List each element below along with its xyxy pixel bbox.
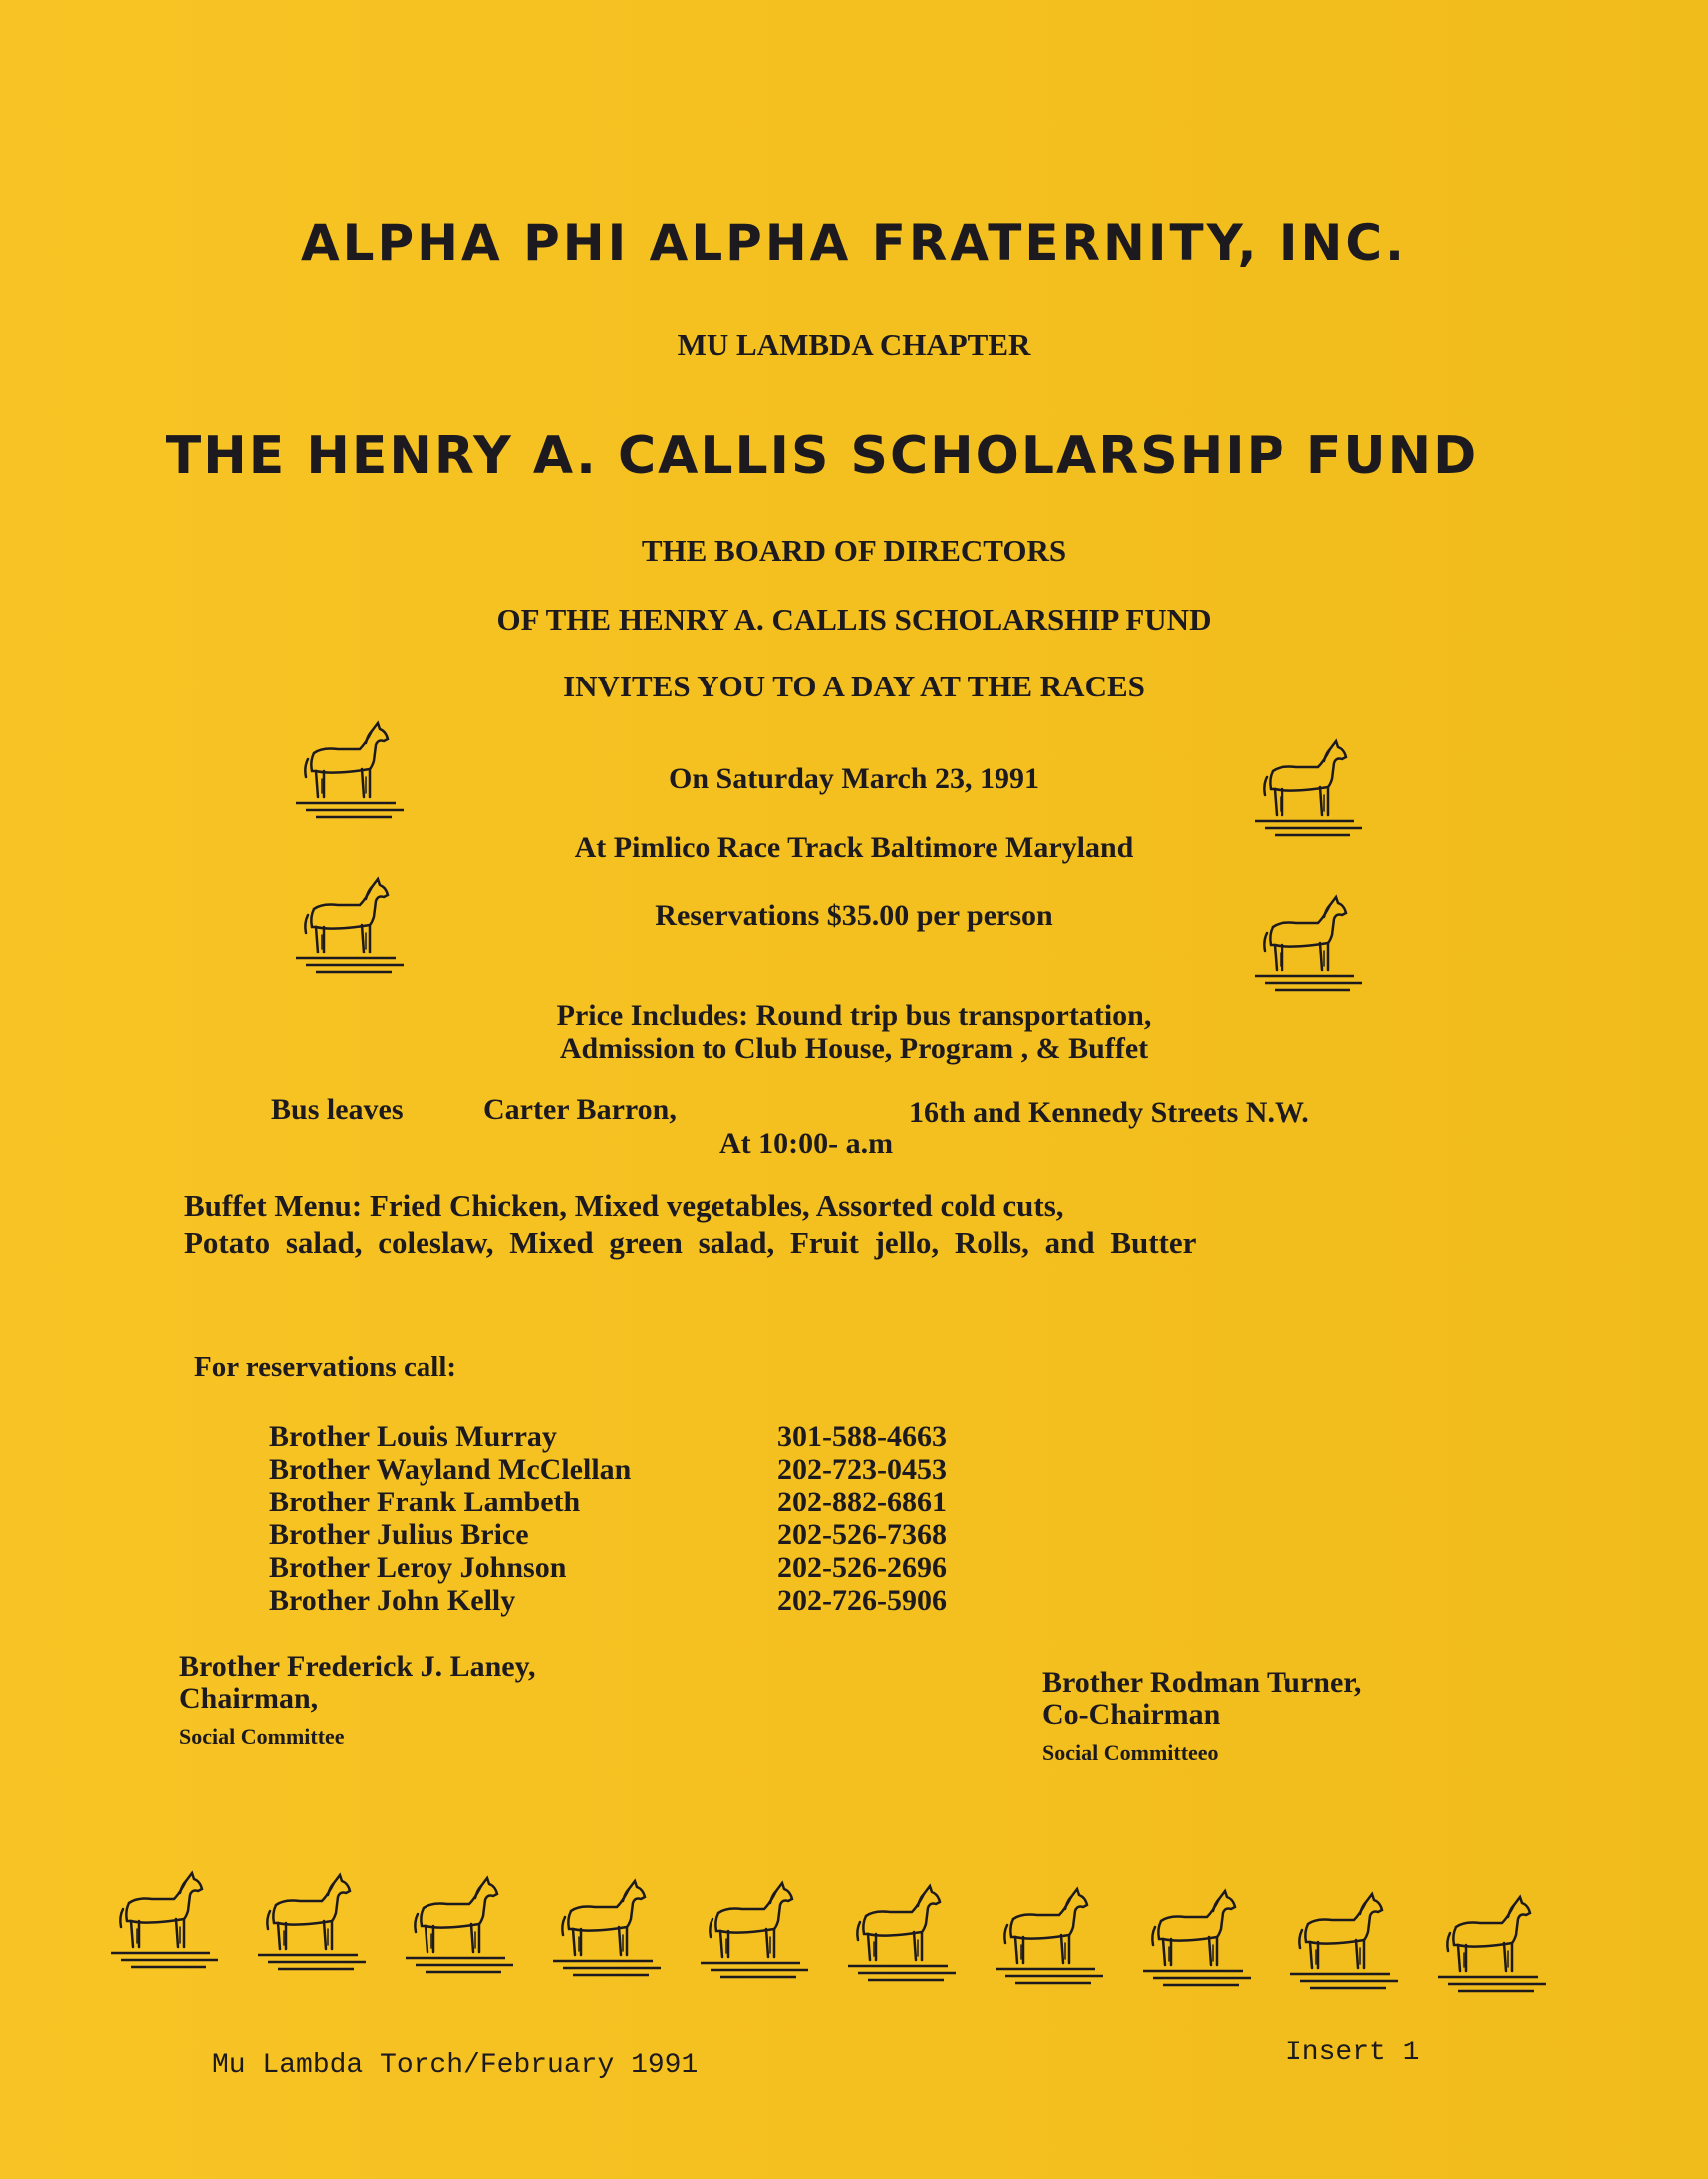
contact-phone: 202-526-2696 [777, 1551, 947, 1584]
reservations-heading: For reservations call: [194, 1351, 457, 1383]
fund-title: THE HENRY A. CALLIS SCHOLARSHIP FUND [165, 426, 1479, 486]
cochairman-name: Brother Rodman Turner, [1042, 1666, 1362, 1699]
contact-name: Brother Leroy Johnson [269, 1551, 567, 1584]
horse-icon [402, 1864, 521, 1984]
contact-row [269, 1551, 947, 1584]
horse-icon [292, 865, 412, 984]
contact-name: Brother Louis Murray [269, 1420, 557, 1453]
cochairman-committee: Social Committeeo [1042, 1740, 1219, 1765]
horse-icon [1251, 727, 1370, 847]
bus-streets: 16th and Kennedy Streets N.W. [909, 1096, 1309, 1129]
chairman-title: Chairman, [179, 1682, 319, 1715]
contact-phone: 301-588-4663 [777, 1420, 947, 1453]
horse-icon [1139, 1877, 1259, 1997]
contact-name: Brother John Kelly [269, 1584, 516, 1617]
menu-line-1: Buffet Menu: Fried Chicken, Mixed vegetables, Assorted cold cuts, [184, 1188, 1064, 1223]
horse-icon [1286, 1880, 1406, 2000]
chairman-committee: Social Committee [179, 1724, 345, 1749]
horse-icon [844, 1872, 964, 1992]
horse-icon [697, 1869, 816, 1989]
chairman-name: Brother Frederick J. Laney, [179, 1650, 536, 1683]
contact-name: Brother Frank Lambeth [269, 1486, 581, 1518]
horse-icon [1251, 883, 1370, 1002]
contact-phone: 202-882-6861 [777, 1486, 947, 1518]
organization-title: ALPHA PHI ALPHA FRATERNITY, INC. [300, 214, 1408, 272]
contact-row [269, 1420, 947, 1453]
event-location: At Pimlico Race Track Baltimore Maryland [574, 831, 1134, 864]
contact-row [269, 1486, 947, 1518]
invitation-line-2: OF THE HENRY A. CALLIS SCHOLARSHIP FUND [496, 602, 1212, 637]
horse-icon [254, 1861, 374, 1981]
menu-line-2: Potato salad, coleslaw, Mixed green salad, Fruit jello, Rolls, and Butter [184, 1226, 1197, 1260]
contact-row [269, 1584, 947, 1617]
cochairman-title: Co-Chairman [1042, 1698, 1221, 1731]
contact-name: Brother Wayland McClellan [269, 1453, 632, 1486]
contact-list [269, 1420, 947, 1617]
horse-icon [1434, 1883, 1554, 2003]
bus-label: Bus leaves [271, 1093, 404, 1126]
bus-time: At 10:00- a.m [719, 1127, 894, 1160]
horse-icon [292, 709, 412, 829]
horse-icon [107, 1859, 226, 1979]
chapter-name: MU LAMBDA CHAPTER [677, 327, 1031, 362]
contact-phone: 202-723-0453 [777, 1453, 947, 1486]
contact-row [269, 1453, 947, 1486]
horse-icon [549, 1867, 669, 1987]
chairman-signature [179, 1651, 535, 1753]
contact-phone: 202-726-5906 [777, 1584, 947, 1617]
contact-row [269, 1518, 947, 1551]
cochairman-signature [1042, 1667, 1361, 1769]
invitation-line-3: INVITES YOU TO A DAY AT THE RACES [563, 669, 1145, 703]
event-reservations: Reservations $35.00 per person [655, 899, 1053, 932]
price-includes-line-1: Price Includes: Round trip bus transportation, [556, 999, 1152, 1032]
horse-icon [992, 1875, 1111, 1995]
invitation-line-1: THE BOARD OF DIRECTORS [641, 533, 1067, 568]
insert-label: Insert 1 [1285, 2038, 1420, 2068]
price-includes-line-2: Admission to Club House, Program , & Buffet [559, 1032, 1149, 1065]
bus-place: Carter Barron, [483, 1093, 677, 1126]
event-date: On Saturday March 23, 1991 [669, 762, 1039, 795]
contact-name: Brother Julius Brice [269, 1518, 529, 1551]
contact-phone: 202-526-7368 [777, 1518, 947, 1551]
publication-footer: Mu Lambda Torch/February 1991 [212, 2050, 699, 2081]
